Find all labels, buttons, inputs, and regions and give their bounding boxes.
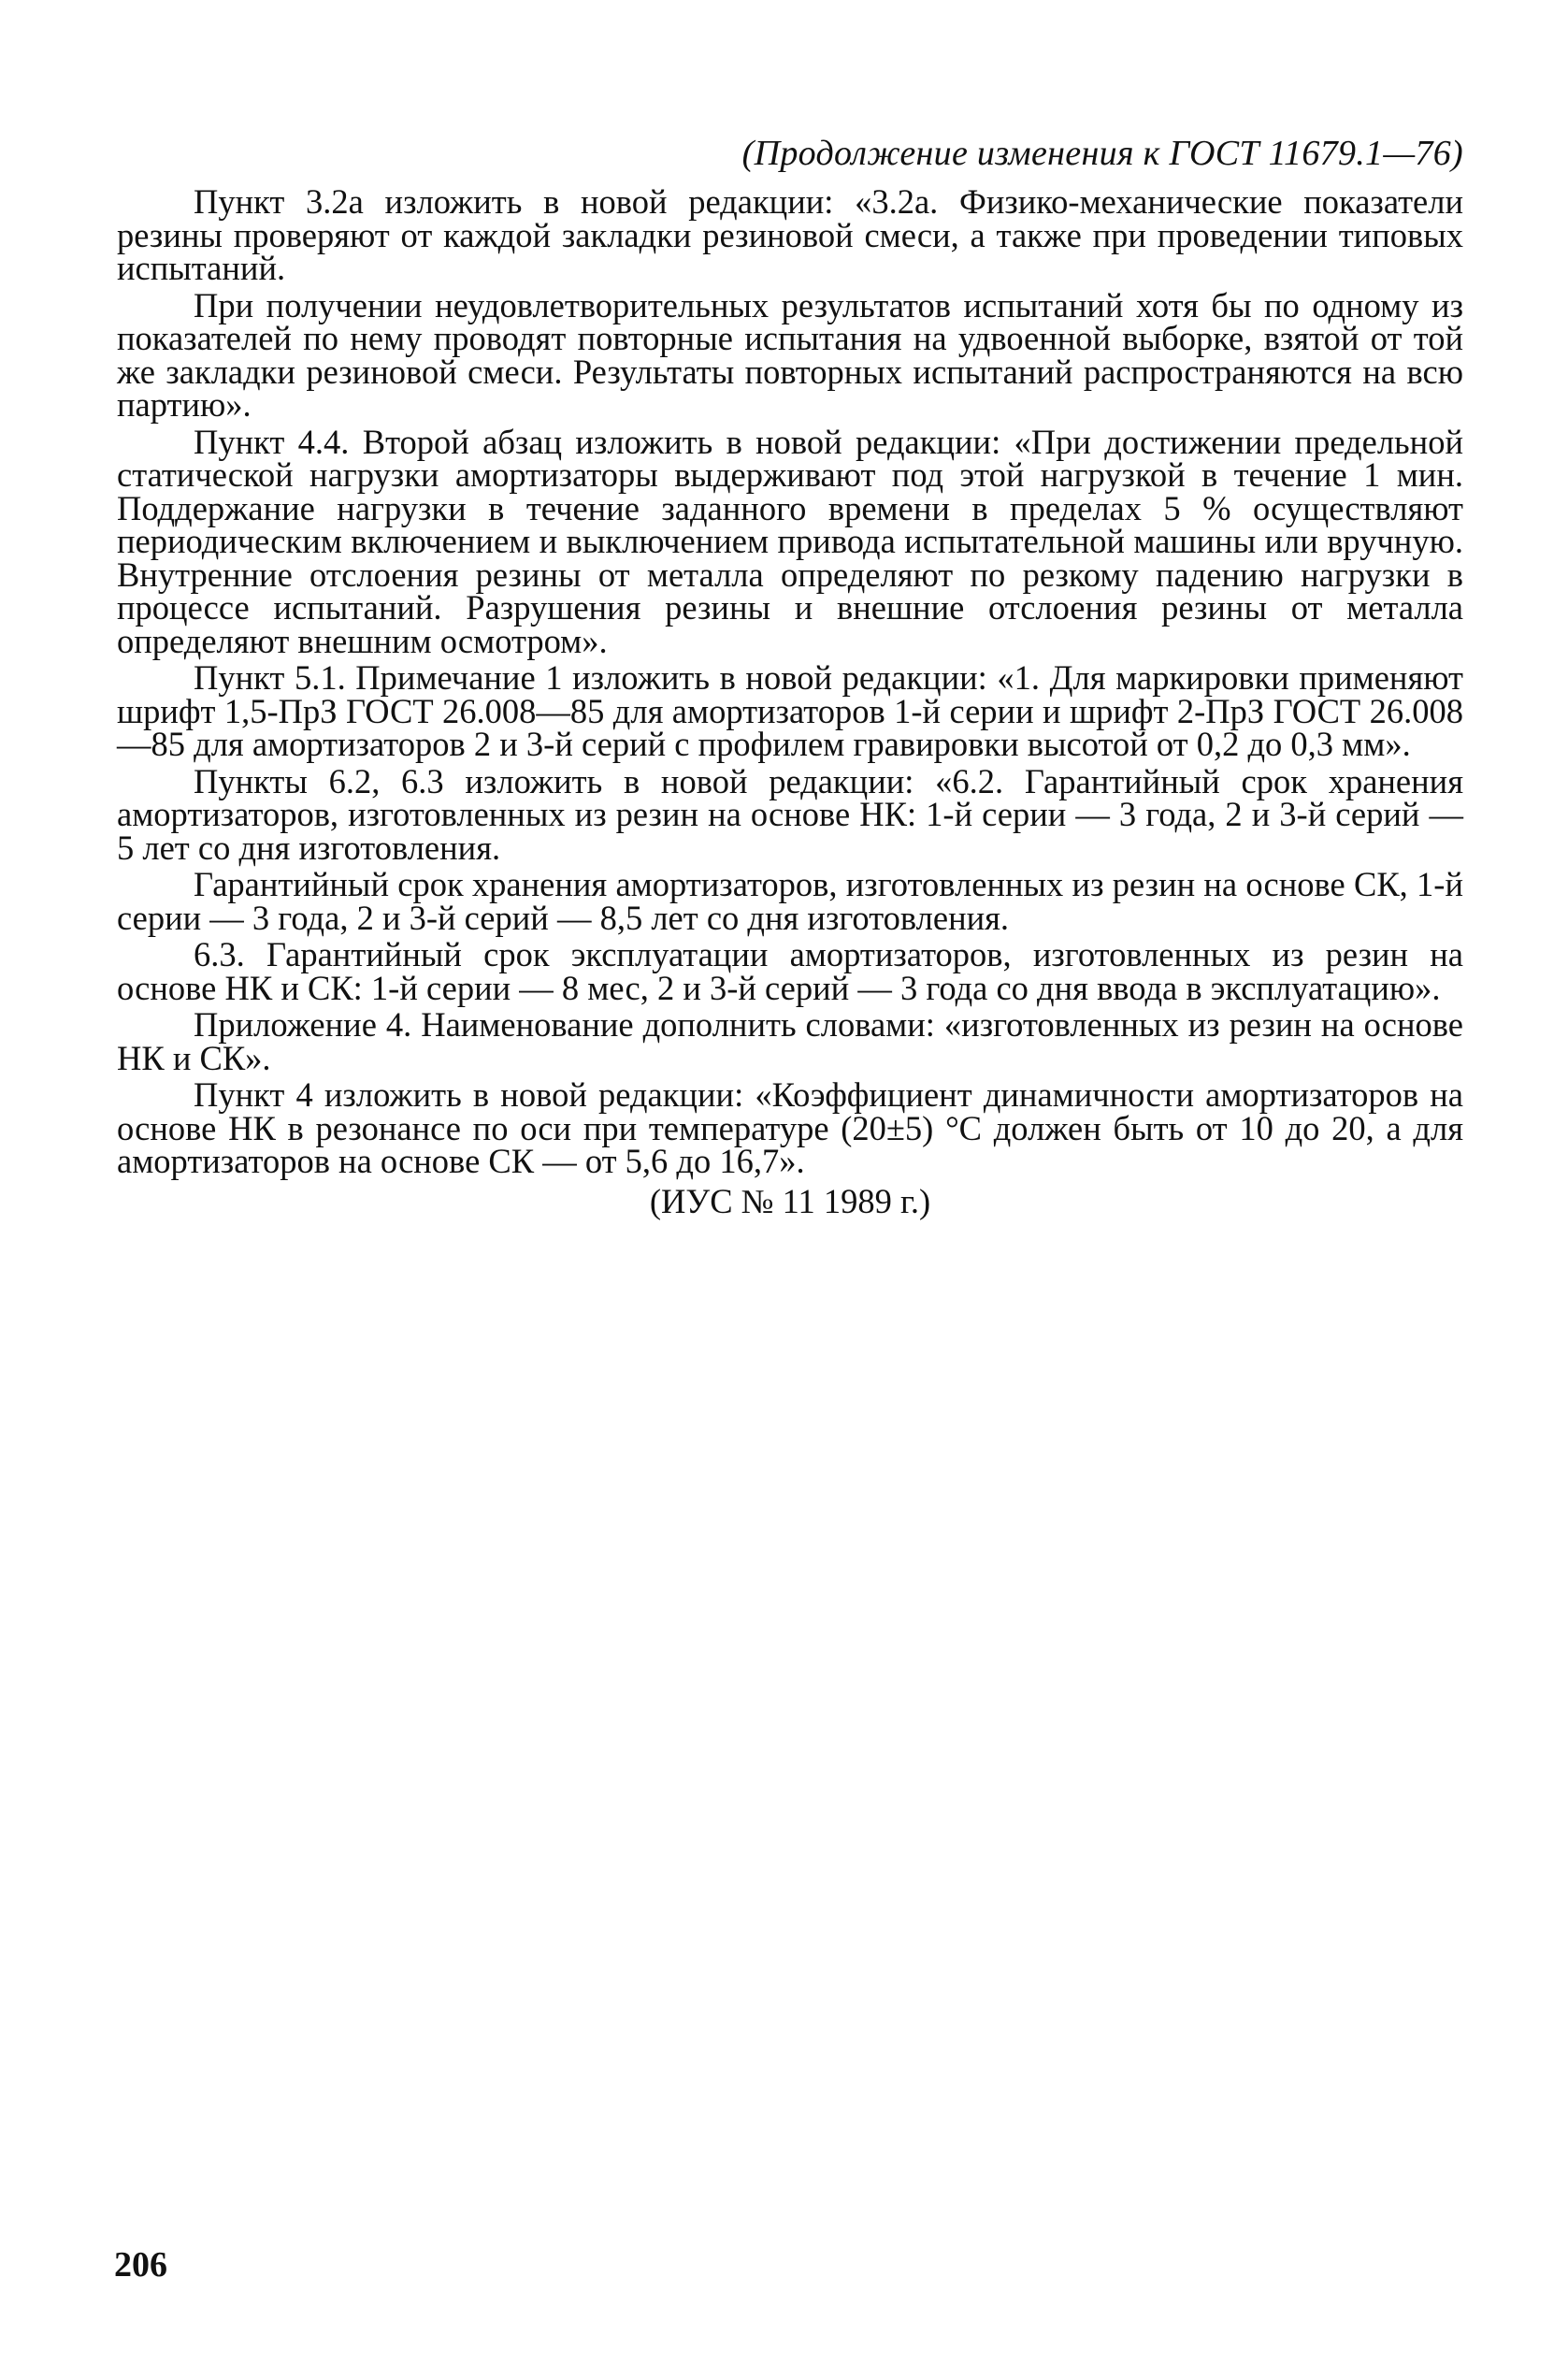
paragraph-item-4: Пункт 4 изложить в новой редакции: «Коэффициент динамичности амортизаторов на основе НК в резонансе по оси при температуре (20±5) °С должен быть от 10 до 20, а для амортизаторов на основе СК — от 5,6 до 16,7». [117,1075,1463,1180]
paragraph-appendix-4: Приложение 4. Наименование дополнить словами: «изготовленных из резин на основе НК и СК». [117,1005,1463,1077]
paragraph-6-3: 6.3. Гарантийный срок эксплуатации амортизаторов, изготовленных из резин на основе НК и СК: 1-й серии — 8 мес, 2 и 3-й серий — 3 года со дня ввода в эксплуатацию». [117,935,1463,1007]
paragraph-storage-sk: Гарантийный срок хранения амортизаторов, изготовленных из резин на основе СК, 1-й серии — 3 года, 2 и 3-й серий — 8,5 лет со дня изготовления. [117,865,1463,937]
paragraph-retest: При получении неудовлетворительных результатов испытаний хотя бы по одному из показателей по нему проводят повторные испытания на удвоенной выборке, взятой от той же закладки резиновой смеси. Результаты повторных испытаний распространяются на всю партию». [117,285,1463,424]
paragraph-3-2a: Пункт 3.2а изложить в новой редакции: «3.2а. Физико-механические показатели резины проверяют от каждой закладки резиновой смеси, а также при проведении типовых испытаний. [117,182,1463,287]
amendment-text [117,182,1463,1182]
paragraph-6-2: Пункты 6.2, 6.3 изложить в новой редакции: «6.2. Гарантийный срок хранения амортизаторов, изготовленных из резин на основе НК: 1-й серии — 3 года, 2 и 3-й серий — 5 лет со дня изготовления. [117,761,1463,867]
issue-reference: (ИУС № 11 1989 г.) [649,1182,931,1220]
paragraph-5-1: Пункт 5.1. Примечание 1 изложить в новой редакции: «1. Для маркировки применяют шрифт 1,5-ПрЗ ГОСТ 26.008—85 для амортизаторов 1-й серии и шрифт 2-ПрЗ ГОСТ 26.008—85 для амортизаторов 2 и 3-й серий с профилем гравировки высотой от 0,2 до 0,3 мм». [117,658,1463,763]
continuation-header: (Продолжение изменения к ГОСТ 11679.1—76) [741,134,1463,173]
page-number: 206 [114,2245,167,2285]
paragraph-4-4: Пункт 4.4. Второй абзац изложить в новой редакции: «При достижении предельной статической нагрузки амортизаторы выдерживают под этой нагрузкой в течение 1 мин. Поддержание нагрузки в течение заданного времени в пределах 5 % осуществляют периодическим включением и выключением привода испытательной машины или вручную. Внутренние отслоения резины от металла определяют по резкому падению нагрузки в процессе испытаний. Разрушения резины и внешние отслоения резины от металла определяют внешним осмотром». [117,422,1463,660]
